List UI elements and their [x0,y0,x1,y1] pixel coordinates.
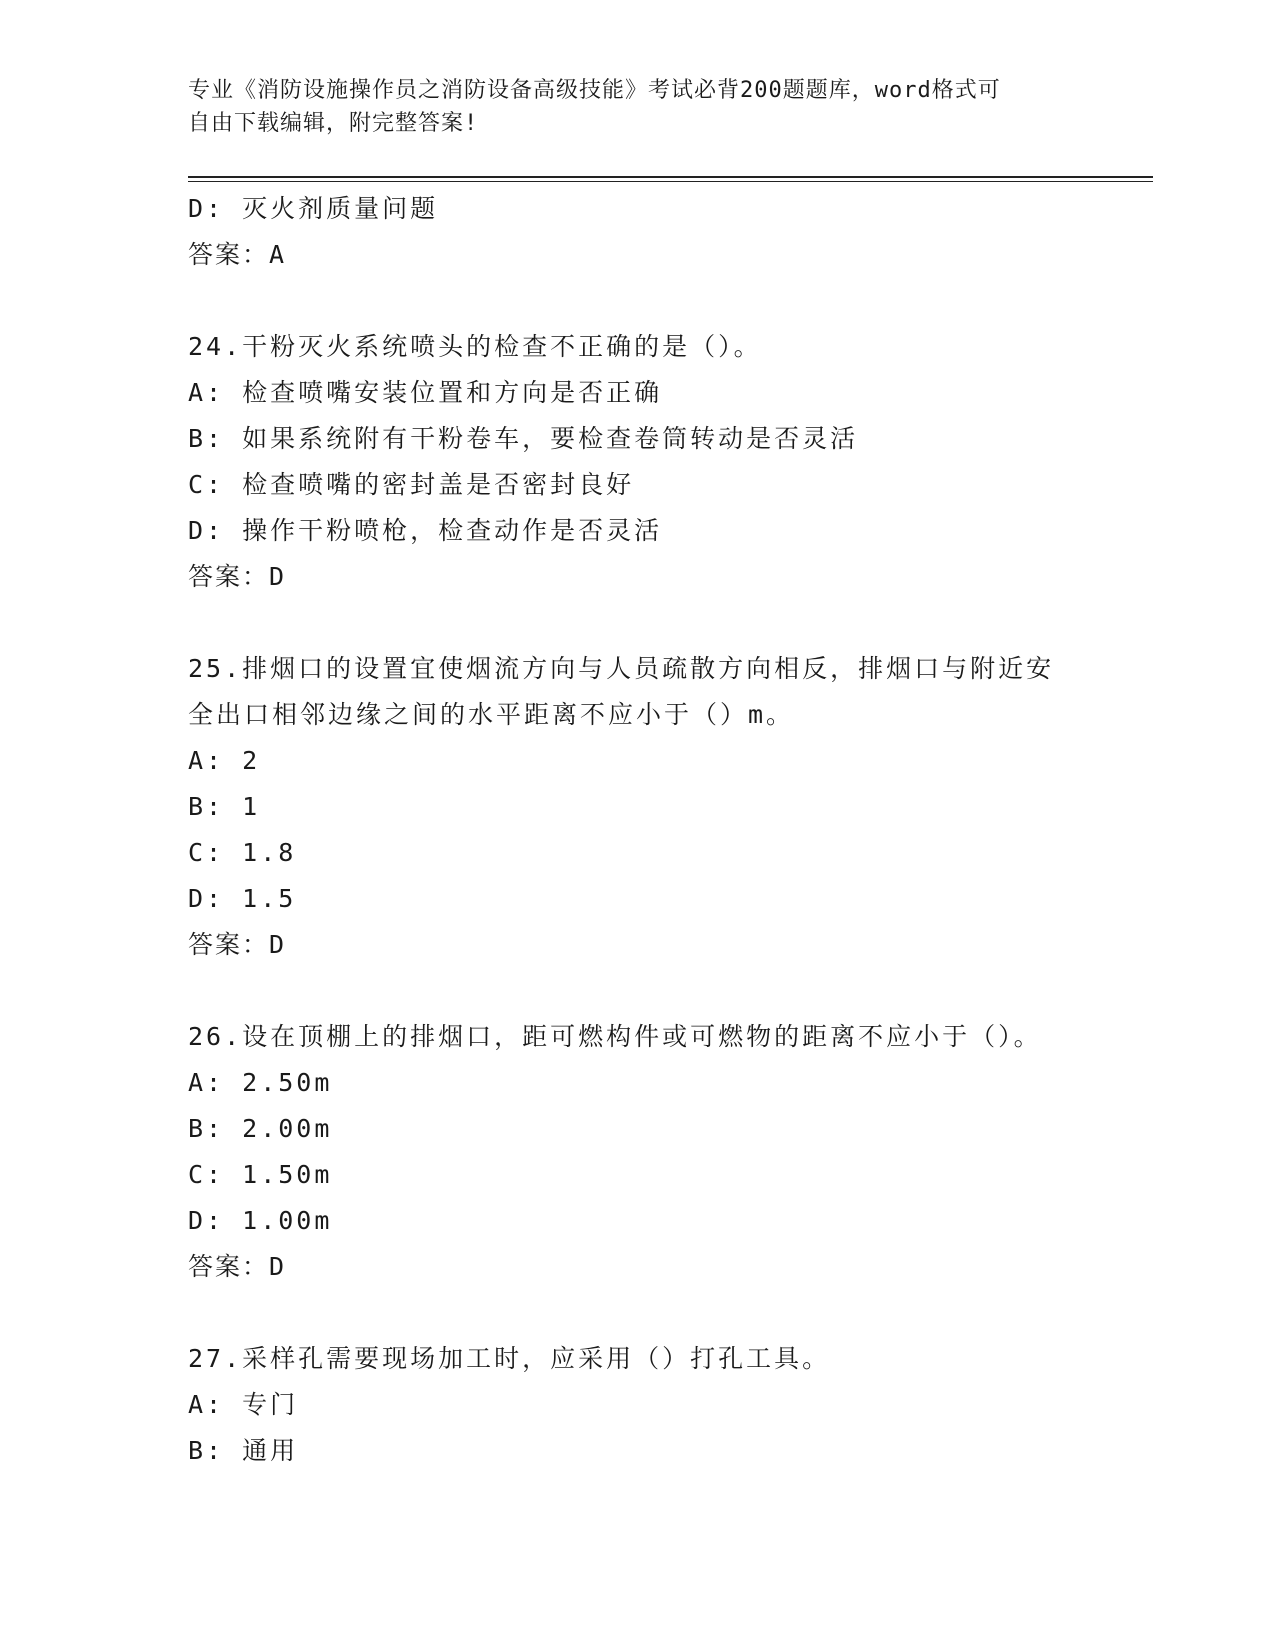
question-stem-line-1: 25.排烟口的设置宜使烟流方向与人员疏散方向相反，排烟口与附近安 [188,654,1055,683]
option-d: D: 1.00m [188,1206,333,1235]
spacer [188,600,1148,646]
header-line-2: 自由下载编辑，附完整答案! [188,111,479,136]
spacer [188,968,1148,1014]
header-rule-thin [188,181,1153,182]
header-line-1: 专业《消防设施操作员之消防设备高级技能》考试必背200题题库，word格式可 [188,78,1001,103]
document-header [188,74,1078,140]
option-d: D: 1.5 [188,884,297,913]
option-b: B: 2.00m [188,1114,333,1143]
option-a: A: 2.50m [188,1068,333,1097]
question-27 [188,1336,1148,1474]
answer-line: 答案：D [188,1252,287,1281]
option-a: A: 专门 [188,1390,299,1419]
option-b: B: 1 [188,792,261,821]
question-stem-line-2: 全出口相邻边缘之间的水平距离不应小于（）m。 [188,700,795,729]
answer-line: 答案：D [188,930,287,959]
option-a: A: 检查喷嘴安装位置和方向是否正确 [188,378,663,407]
spacer [188,278,1148,324]
option-c: C: 1.50m [188,1160,333,1189]
answer-line: 答案：D [188,562,287,591]
option-a: A: 2 [188,746,261,775]
option-c: C: 检查喷嘴的密封盖是否密封良好 [188,470,635,499]
question-25 [188,646,1148,968]
question-stem: 26.设在顶棚上的排烟口，距可燃构件或可燃物的距离不应小于（）。 [188,1022,1042,1051]
option-d: D: 灭火剂质量问题 [188,194,439,223]
answer-line: 答案：A [188,240,287,269]
option-b: B: 如果系统附有干粉卷车，要检查卷筒转动是否灵活 [188,424,859,453]
option-c: C: 1.8 [188,838,297,867]
option-d: D: 操作干粉喷枪，检查动作是否灵活 [188,516,663,545]
question-26 [188,1014,1148,1290]
header-rule-thick [188,176,1153,178]
option-b: B: 通用 [188,1436,299,1465]
question-stem: 27.采样孔需要现场加工时，应采用（）打孔工具。 [188,1344,831,1373]
spacer [188,1290,1148,1336]
previous-question-tail [188,186,1148,278]
question-24 [188,324,1148,600]
question-content [188,186,1148,1474]
question-stem: 24.干粉灭火系统喷头的检查不正确的是（）。 [188,332,762,361]
